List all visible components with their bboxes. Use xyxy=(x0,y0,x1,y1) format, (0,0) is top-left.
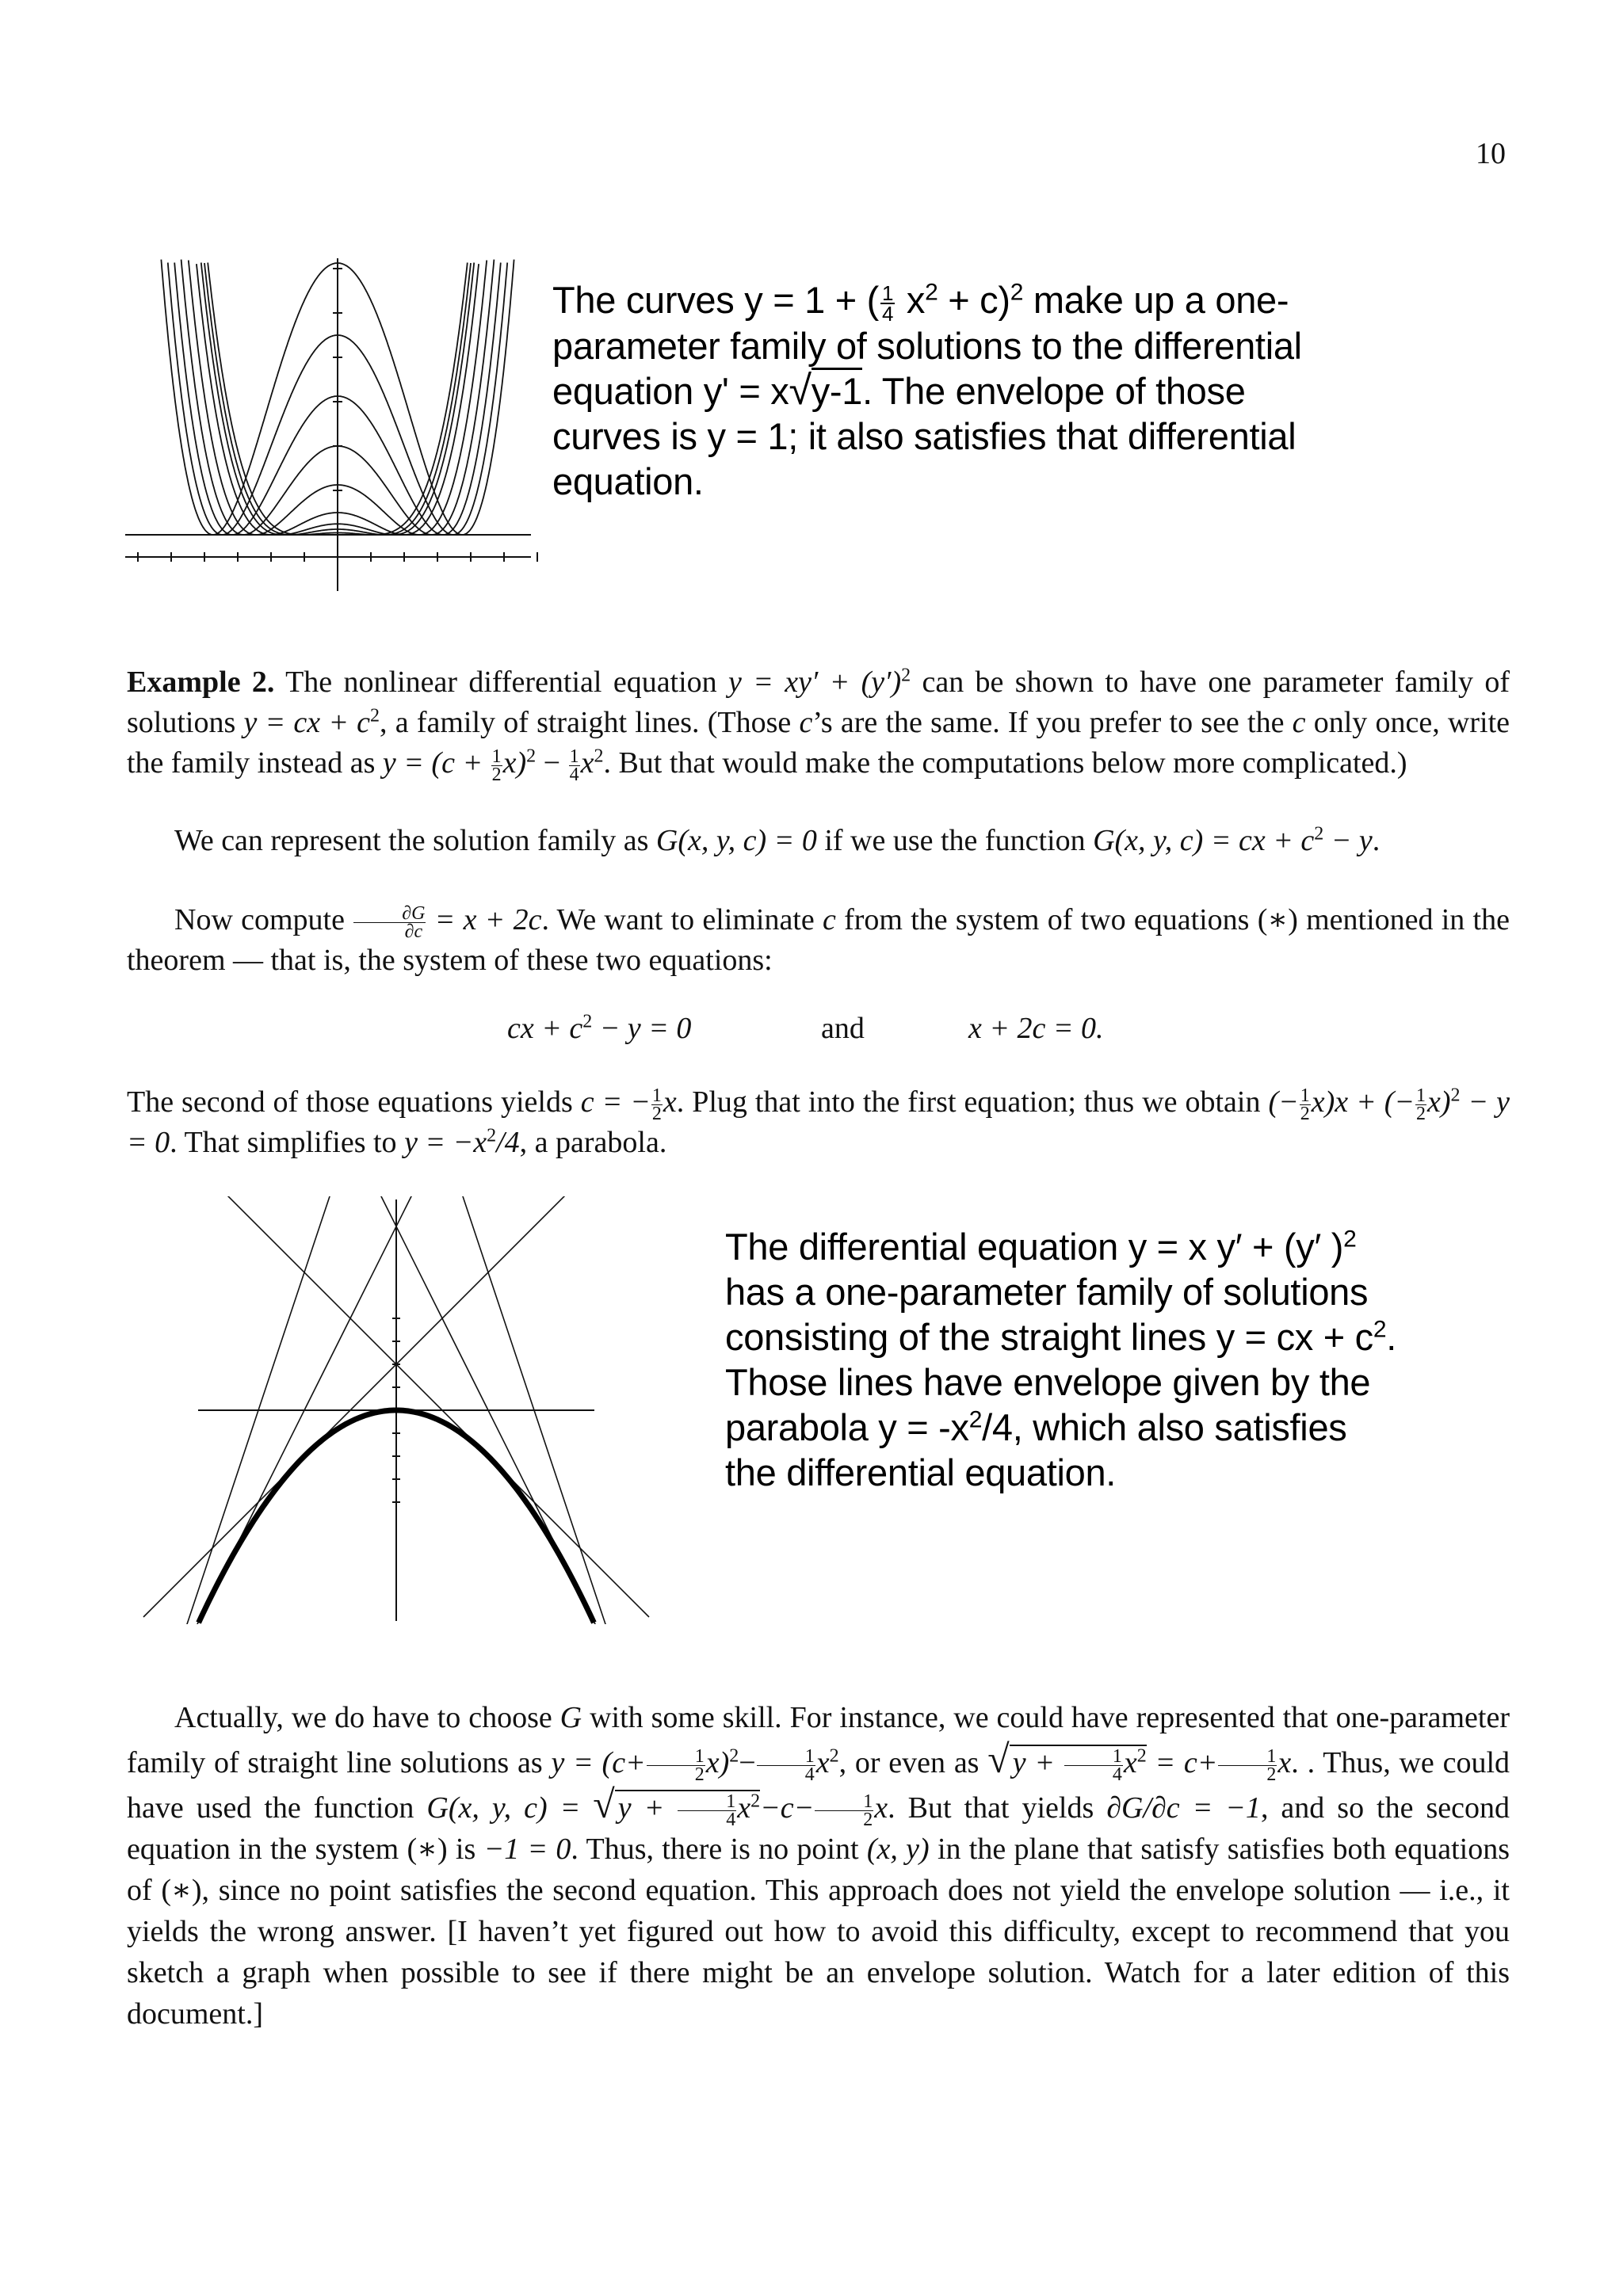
sqrt-icon: √ xyxy=(987,1737,1010,1781)
page-number: 10 xyxy=(1476,137,1506,170)
paragraph-actually: Actually, we do have to choose G with some skill. For instance, we could have represented that one-parameter family of straight line solutions as y = (c+ $\frac{1}{2}$ x)$^2$− $\frac{1}{4}$ $x^2$, or even as √ y + $\frac{1}{4}$ $x^2 = c+$ $\frac{1}{2}$ x. . Thus, we could have used the function G(x, y, c) = √ y + $\frac{1}{4}$ $x^2-c-$ $\frac{1}{2}$ x. But that yields ∂G/∂c = −1, and so the second equation in the system (∗) is −1 = 0. Thus, there is no point (x, y) in the plane that satisfy satisfies both equations of (∗), since no point satisfies the second equation. This approach does not yield the envelope solution — i.e., it yields the wrong answer. [I haven’t yet figured out how to avoid this difficulty, except to recommend that you sketch a graph when possible to see if there might be an envelope solution. Watch for a later edition of this document.] xyxy=(127,1701,1510,2031)
figure-2-caption xyxy=(725,1224,1518,1495)
figure-2-plot xyxy=(135,1196,658,1624)
paragraph-compute: Now compute $\frac{\partial G}{\partial c}$ = x + 2c. We want to eliminate c from the system of two equations (∗) mentioned in the theorem — that is, the system of these two equations: xyxy=(127,902,1510,977)
caption-line: The differential equation y = x y′ + (y′ )$^2$ xyxy=(725,1226,1357,1268)
example-label: Example 2. xyxy=(127,666,275,699)
example-2-paragraph: Example 2. The nonlinear differential equation $y = xy' + (y')^2$ can be shown to have one parameter family of solutions y = cx + $c^2$, a family of straight lines. (Those c’s are the same. If you prefer to see the c only once, write the family instead as y = (c + $\frac{1}{2}$ x)$^2$ − $\frac{1}{4}$ $x^2$. But that would make the computations below more complicated.) xyxy=(127,665,1510,785)
caption-line: The curves y = 1 + ( $\frac{1}{4}$ $x^2 + c)^2$ make up a one- xyxy=(552,279,1289,326)
paragraph-solve: The second of those equations yields c = − $\frac{1}{2}$ x. Plug that into the first equation; thus we obtain (− $\frac{1}{2}$ x)x + (− $\frac{1}{2}$ x)$^2$ − y = 0. That simplifies to $y = -x^2/4$, a parabola. xyxy=(127,1085,1510,1159)
sqrt-icon: √ xyxy=(593,1782,615,1826)
caption-line: equation. xyxy=(552,460,704,502)
figure-1-plot xyxy=(119,254,539,594)
caption-line: consisting of the straight lines y = cx + $c^2$. xyxy=(725,1316,1396,1358)
caption-line: has a one-parameter family of solutions xyxy=(725,1271,1369,1313)
caption-line: Those lines have envelope given by the xyxy=(725,1361,1371,1403)
caption-line: curves is y = 1; it also satisfies that differential xyxy=(552,414,1296,457)
caption-line: the differential equation. xyxy=(725,1451,1117,1493)
caption-line: parameter family of solutions to the differential xyxy=(552,324,1302,367)
fraction: $\frac{1}{4}$ xyxy=(881,280,894,326)
caption-line: equation y' = x√y-1. The envelope of those xyxy=(552,367,1246,414)
figure-1-caption xyxy=(552,277,1440,504)
paragraph-represent: We can represent the solution family as G(x, y, c) = 0 if we use the function G(x, y, c) = cx + $c^2 - y$. xyxy=(174,823,1381,857)
caption-line: parabola $y = -x^2/4$, which also satisfies xyxy=(725,1406,1347,1448)
sqrt-icon: √ xyxy=(789,367,812,414)
